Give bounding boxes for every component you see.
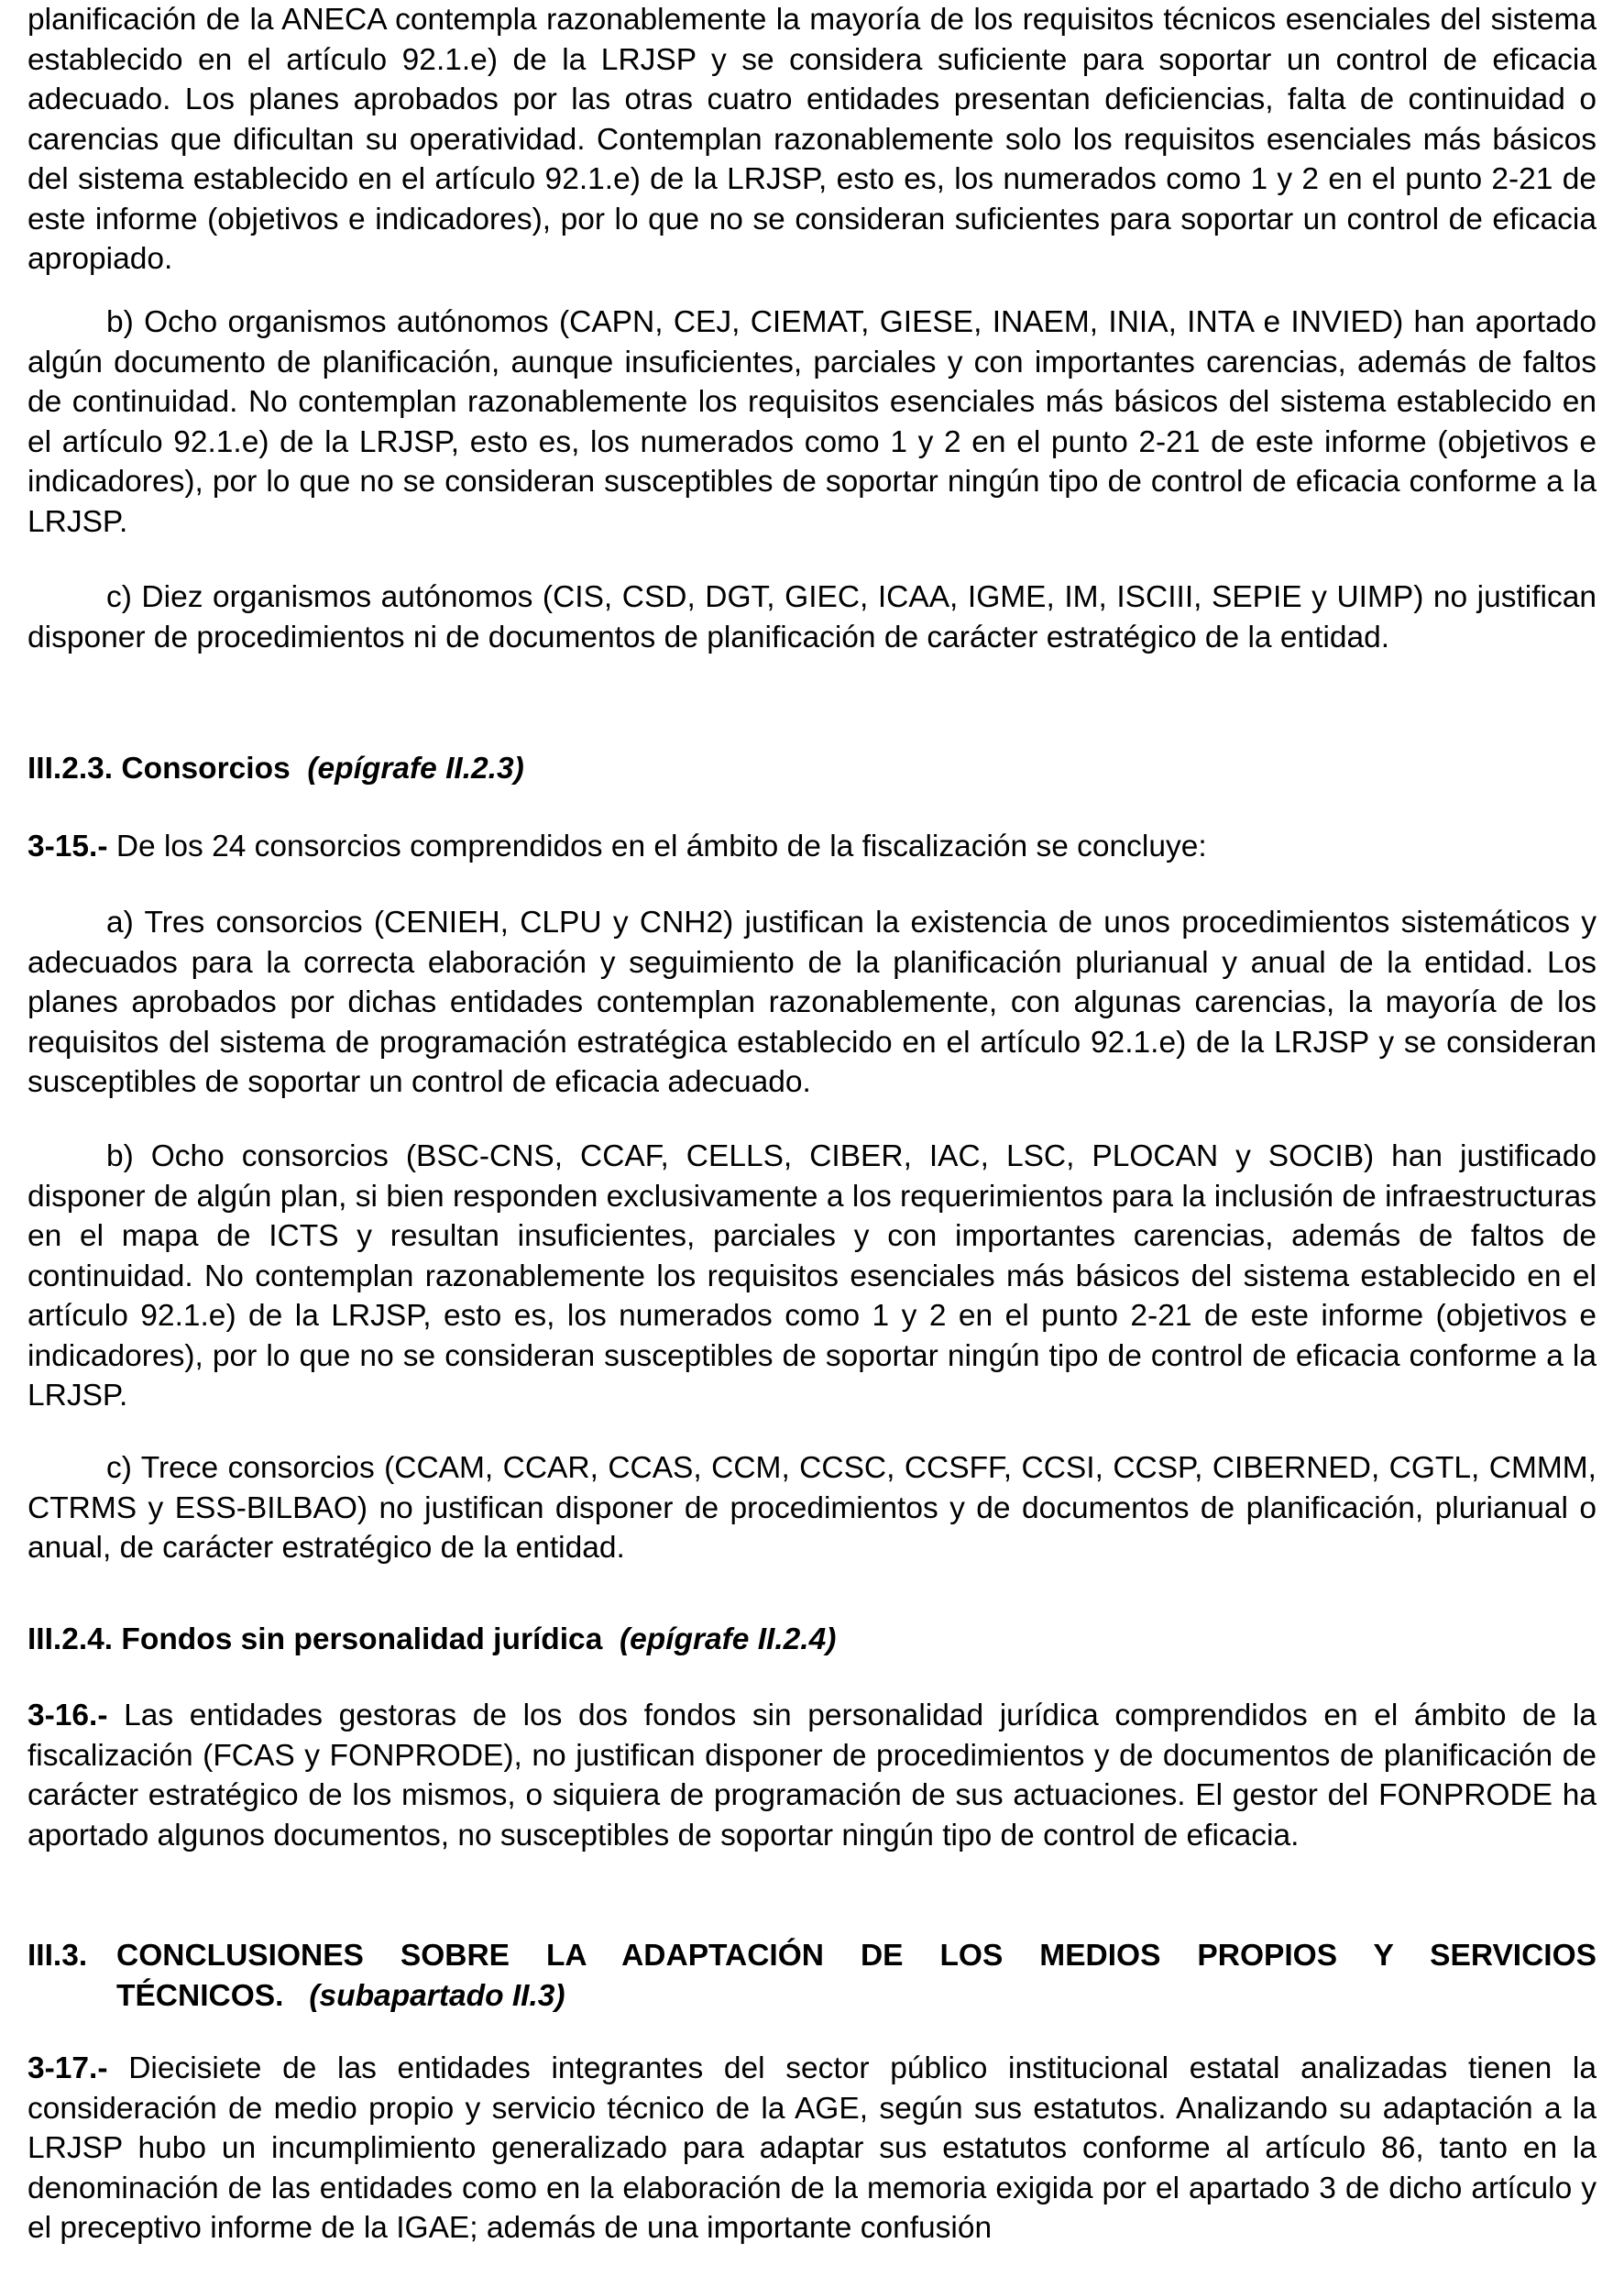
paragraph-c-organismos [27, 577, 1597, 657]
paragraph-c-consorcios-text: c) Trece consorcios (CCAM, CCAR, CCAS, CCM, CCSC, CCSFF, CCSI, CCSP, CIBERNED, CGTL, CMMM, CTRMS y ESS-BILBAO) no justifican disponer de procedimientos y de documentos de planificación, plurianual o anual, de carácter estratégico de la entidad. [27, 1451, 1597, 1565]
paragraph-number: 3-16.- [27, 1699, 108, 1732]
heading-reference: (epígrafe II.2.3) [307, 752, 524, 786]
heading-title: CONCLUSIONES SOBRE LA ADAPTACIÓN DE LOS MEDIOS PROPIOS Y SERVICIOS TÉCNICOS. [116, 1939, 1597, 2013]
heading-reference: (subapartado II.3) [309, 1978, 565, 2013]
section-heading-consorcios [27, 749, 1597, 789]
paragraph-number: 3-15.- [27, 830, 108, 863]
paragraph-a-consorcios [27, 903, 1597, 1103]
paragraph-b-organismos-text: b) Ocho organismos autónomos (CAPN, CEJ, CIEMAT, GIESE, INAEM, INIA, INTA e INVIED) han aportado algún documento de planificación, aunque insuficientes, parciales y con importantes carencias, además de faltos de continuidad. No contemplan razonablemente los requisitos esenciales más básicos del sistema establecido en el artículo 92.1.e) de la LRJSP, esto es, los numerados como 1 y 2 en el punto 2-21 de este informe (objetivos e indicadores), por lo que no se consideran susceptibles de soportar ningún tipo de control de eficacia conforme a la LRJSP. [27, 305, 1597, 539]
paragraph-a-consorcios-text: a) Tres consorcios (CENIEH, CLPU y CNH2) justifican la existencia de unos procedimientos sistemáticos y adecuados para la correcta elaboración y seguimiento de la planificación plurianual y anual de la entidad. Los planes aprobados por dichas entidades contemplan razonablemente, con algunas carencias, la mayoría de los requisitos del sistema de programación estratégica establecido en el artículo 92.1.e) de la LRJSP y se consideran susceptibles de soportar un control de eficacia adecuado. [27, 906, 1597, 1099]
heading-number: III.3. [27, 1939, 88, 1973]
heading-title: III.2.3. Consorcios [27, 752, 291, 786]
paragraph-b-organismos [27, 302, 1597, 542]
paragraph-c-organismos-text: c) Diez organismos autónomos (CIS, CSD, DGT, GIEC, ICAA, IGME, IM, ISCIII, SEPIE y UIMP) no justifican disponer de procedimientos ni de documentos de planificación de carácter estratégico de la entidad. [27, 580, 1597, 654]
paragraph-b-consorcios-text: b) Ocho consorcios (BSC-CNS, CCAF, CELLS, CIBER, IAC, LSC, PLOCAN y SOCIB) han justificado disponer de algún plan, si bien responden exclusivamente a los requerimientos para la inclusión de infraestructuras en el mapa de ICTS y resultan insuficientes, parciales y con importantes carencias, además de faltos de continuidad. No contemplan razonablemente los requisitos esenciales más básicos del sistema establecido en el artículo 92.1.e) de la LRJSP, esto es, los numerados como 1 y 2 en el punto 2-21 de este informe (objetivos e indicadores), por lo que no se consideran susceptibles de soportar ningún tipo de control de eficacia conforme a la LRJSP. [27, 1139, 1597, 1413]
paragraph-3-17-text: Diecisiete de las entidades integrantes del sector público institucional estatal analizadas tienen la consideración de medio propio y servicio técnico de la AGE, según sus estatutos. Analizando su adaptación a la LRJSP hubo un incumplimiento generalizado para adaptar sus estatutos conforme al artículo 86, tanto en la denominación de las entidades como en la elaboración de la memoria exigida por el apartado 3 de dicho artículo y el preceptivo informe de la IGAE; además de una importante confusión [27, 2051, 1597, 2245]
paragraph-3-15-text: De los 24 consorcios comprendidos en el ámbito de la fiscalización se concluye: [107, 830, 1207, 863]
paragraph-c-consorcios [27, 1448, 1597, 1568]
paragraph-3-17 [27, 2049, 1597, 2249]
paragraph-number: 3-17.- [27, 2051, 108, 2085]
paragraph-aneca-planning: planificación de la ANECA contempla razonablemente la mayoría de los requisitos técnicos esenciales del sistema establecido en el artículo 92.1.e) de la LRJSP y se considera suficiente para soportar un control de eficacia adecuado. Los planes aprobados por las otras cuatro entidades presentan deficiencias, falta de continuidad o carencias que dificultan su operatividad. Contemplan razonablemente solo los requisitos esenciales más básicos del sistema establecido en el artículo 92.1.e) de la LRJSP, esto es, los numerados como 1 y 2 en el punto 2-21 de este informe (objetivos e indicadores), por lo que no se consideran suficientes para soportar un control de eficacia apropiado. [27, 3, 1597, 276]
paragraph-b-consorcios [27, 1137, 1597, 1416]
paragraph-3-15 [27, 827, 1597, 867]
paragraph-3-16 [27, 1696, 1597, 1855]
section-heading-fondos [27, 1620, 1597, 1660]
heading-text [116, 1936, 1597, 2016]
heading-title: III.2.4. Fondos sin personalidad jurídica [27, 1622, 603, 1656]
heading-reference: (epígrafe II.2.4) [619, 1622, 837, 1656]
paragraph-3-16-text: Las entidades gestoras de los dos fondos sin personalidad jurídica comprendidos en el ámbito de la fiscalización (FCAS y FONPRODE), no justifican disponer de procedimientos y de documentos de planificación de carácter estratégico de los mismos, o siquiera de programación de sus actuaciones. El gestor del FONPRODE ha aportado algunos documentos, no susceptibles de soportar ningún tipo de control de eficacia. [27, 1699, 1597, 1853]
